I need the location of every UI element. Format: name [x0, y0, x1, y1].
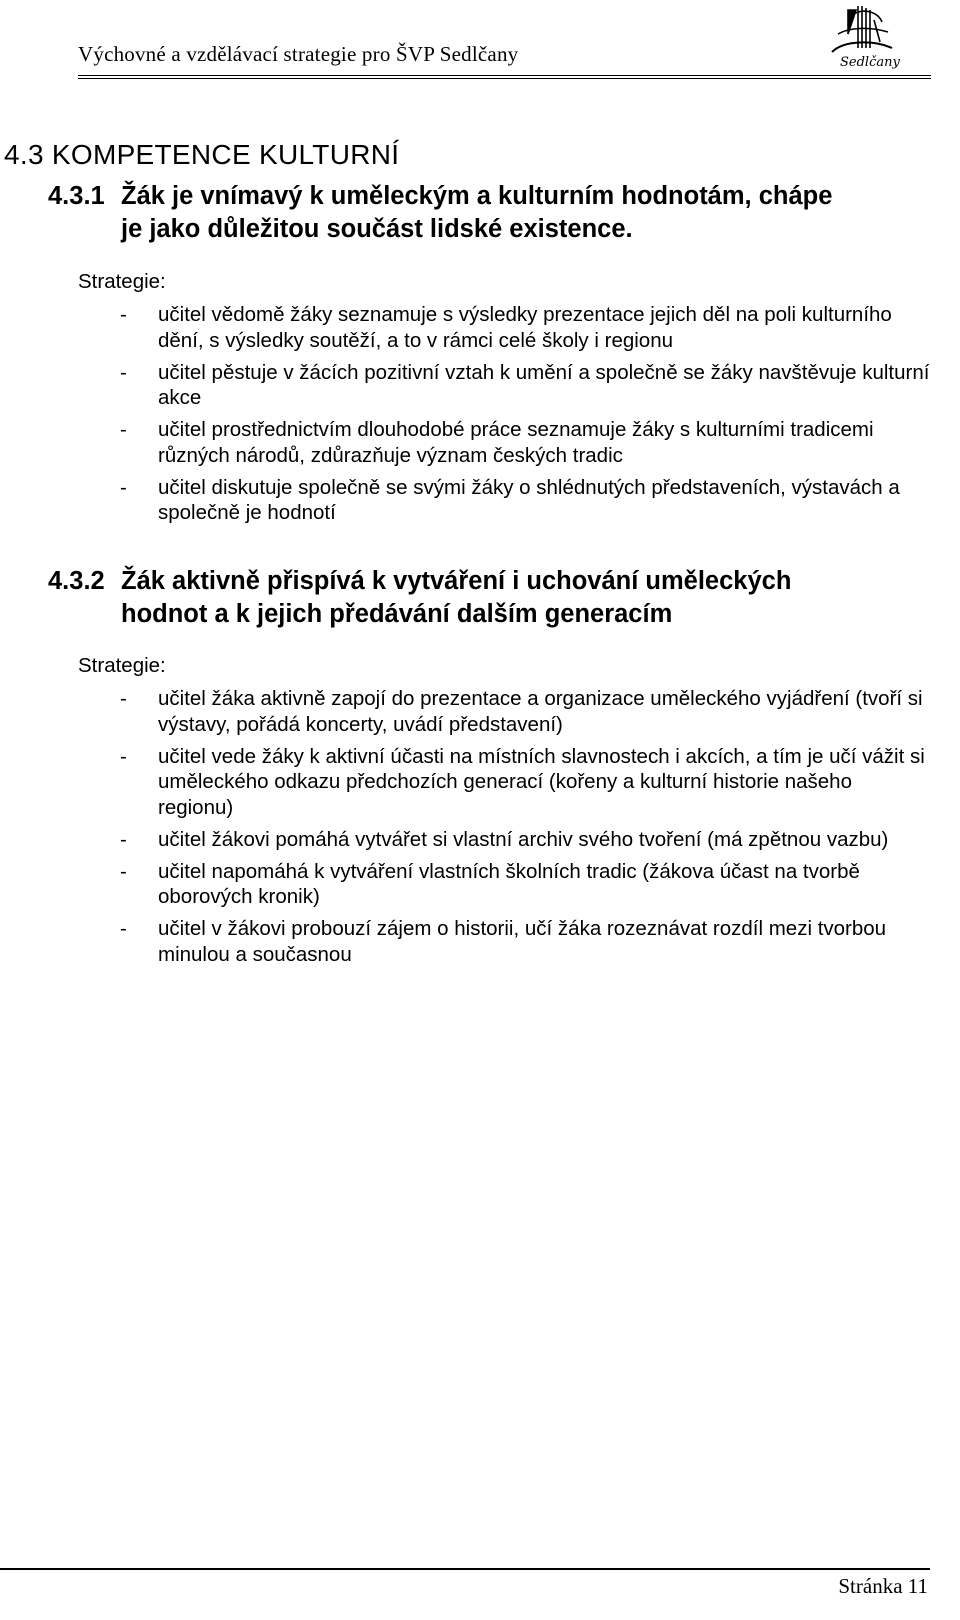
strategy-item	[78, 916, 930, 967]
strategy-item	[78, 475, 930, 526]
logo-lettering: Sedlčany	[840, 55, 900, 70]
subsection-2-strategy-list	[78, 686, 930, 974]
strategy-item-text: učitel vědomě žáky seznamuje s výsledky prezentace jejich děl na poli kulturního dění, s výsledky soutěží, a to v rámci celé školy i regionu	[158, 303, 892, 352]
bullet-dash: -	[120, 744, 127, 768]
school-logo	[818, 4, 902, 70]
bullet-dash: -	[120, 827, 127, 851]
subsection-1-title-line1: Žák je vnímavý k uměleckým a kulturním hodnotám, chápe	[121, 182, 833, 210]
strategy-item	[78, 302, 930, 353]
strategy-item	[78, 744, 930, 821]
strategy-item	[78, 360, 930, 411]
strategy-item-text: učitel vede žáky k aktivní účasti na místních slavnostech i akcích, a tím je učí vážit si uměleckého odkazu předchozích generací (kořeny a kulturní historie našeho regionu)	[158, 744, 925, 819]
header-divider	[78, 75, 931, 76]
footer-divider	[0, 1568, 930, 1570]
subsection-1-heading	[48, 180, 832, 246]
header-divider-thin	[78, 78, 931, 79]
strategy-item-text: učitel žákovi pomáhá vytvářet si vlastní archiv svého tvoření (má zpětnou vazbu)	[158, 827, 889, 851]
bullet-dash: -	[120, 418, 127, 441]
subsection-2-title-line2: hodnot a k jejich předávání dalším generacím	[121, 600, 673, 628]
page-number: Stránka 11	[838, 1574, 928, 1598]
strategy-item	[78, 827, 930, 853]
section-heading: 4.3 KOMPETENCE KULTURNÍ	[4, 139, 400, 170]
subsection-2-heading	[48, 565, 791, 631]
strategy-item-text: učitel žáka aktivně zapojí do prezentace a organizace uměleckého vyjádření (tvoří si výstavy, pořádá koncerty, uvádí představení)	[158, 687, 923, 736]
bullet-dash: -	[120, 303, 127, 326]
subsection-1-strategy-list	[78, 302, 930, 532]
subsection-1-strategy-label: Strategie:	[78, 270, 166, 293]
strategy-item-text: učitel pěstuje v žácích pozitivní vztah k umění a společně se žáky navštěvuje kulturní akce	[158, 360, 930, 409]
strategy-item-text: učitel napomáhá k vytváření vlastních školních tradic (žákova účast na tvorbě oborových kronik)	[158, 859, 860, 908]
strategy-item	[78, 859, 930, 910]
strategy-item-text: učitel diskutuje společně se svými žáky o shlédnutých představeních, výstavách a společně je hodnotí	[158, 475, 900, 524]
bullet-dash: -	[120, 475, 127, 499]
bullet-dash: -	[120, 360, 127, 384]
subsection-1-number: 4.3.1	[48, 182, 105, 210]
subsection-1-title-line2: je jako důležitou součást lidské existence.	[121, 215, 633, 243]
bullet-dash: -	[120, 859, 127, 883]
bullet-dash: -	[120, 687, 127, 710]
subsection-2-number: 4.3.2	[48, 567, 105, 595]
subsection-2-title-line1: Žák aktivně přispívá k vytváření i uchování uměleckých	[121, 567, 792, 595]
strategy-item	[78, 686, 930, 737]
strategy-item-text: učitel prostřednictvím dlouhodobé práce seznamuje žáky s kulturními tradicemi různých národů, zdůrazňuje význam českých tradic	[158, 418, 874, 467]
bullet-dash: -	[120, 917, 127, 940]
subsection-2-strategy-label: Strategie:	[78, 654, 166, 677]
strategy-item	[78, 417, 930, 468]
strategy-item-text: učitel v žákovi probouzí zájem o historii, učí žáka rozeznávat rozdíl mezi tvorbou minulou a současnou	[158, 917, 887, 966]
header-title: Výchovné a vzdělávací strategie pro ŠVP Sedlčany	[78, 42, 519, 66]
